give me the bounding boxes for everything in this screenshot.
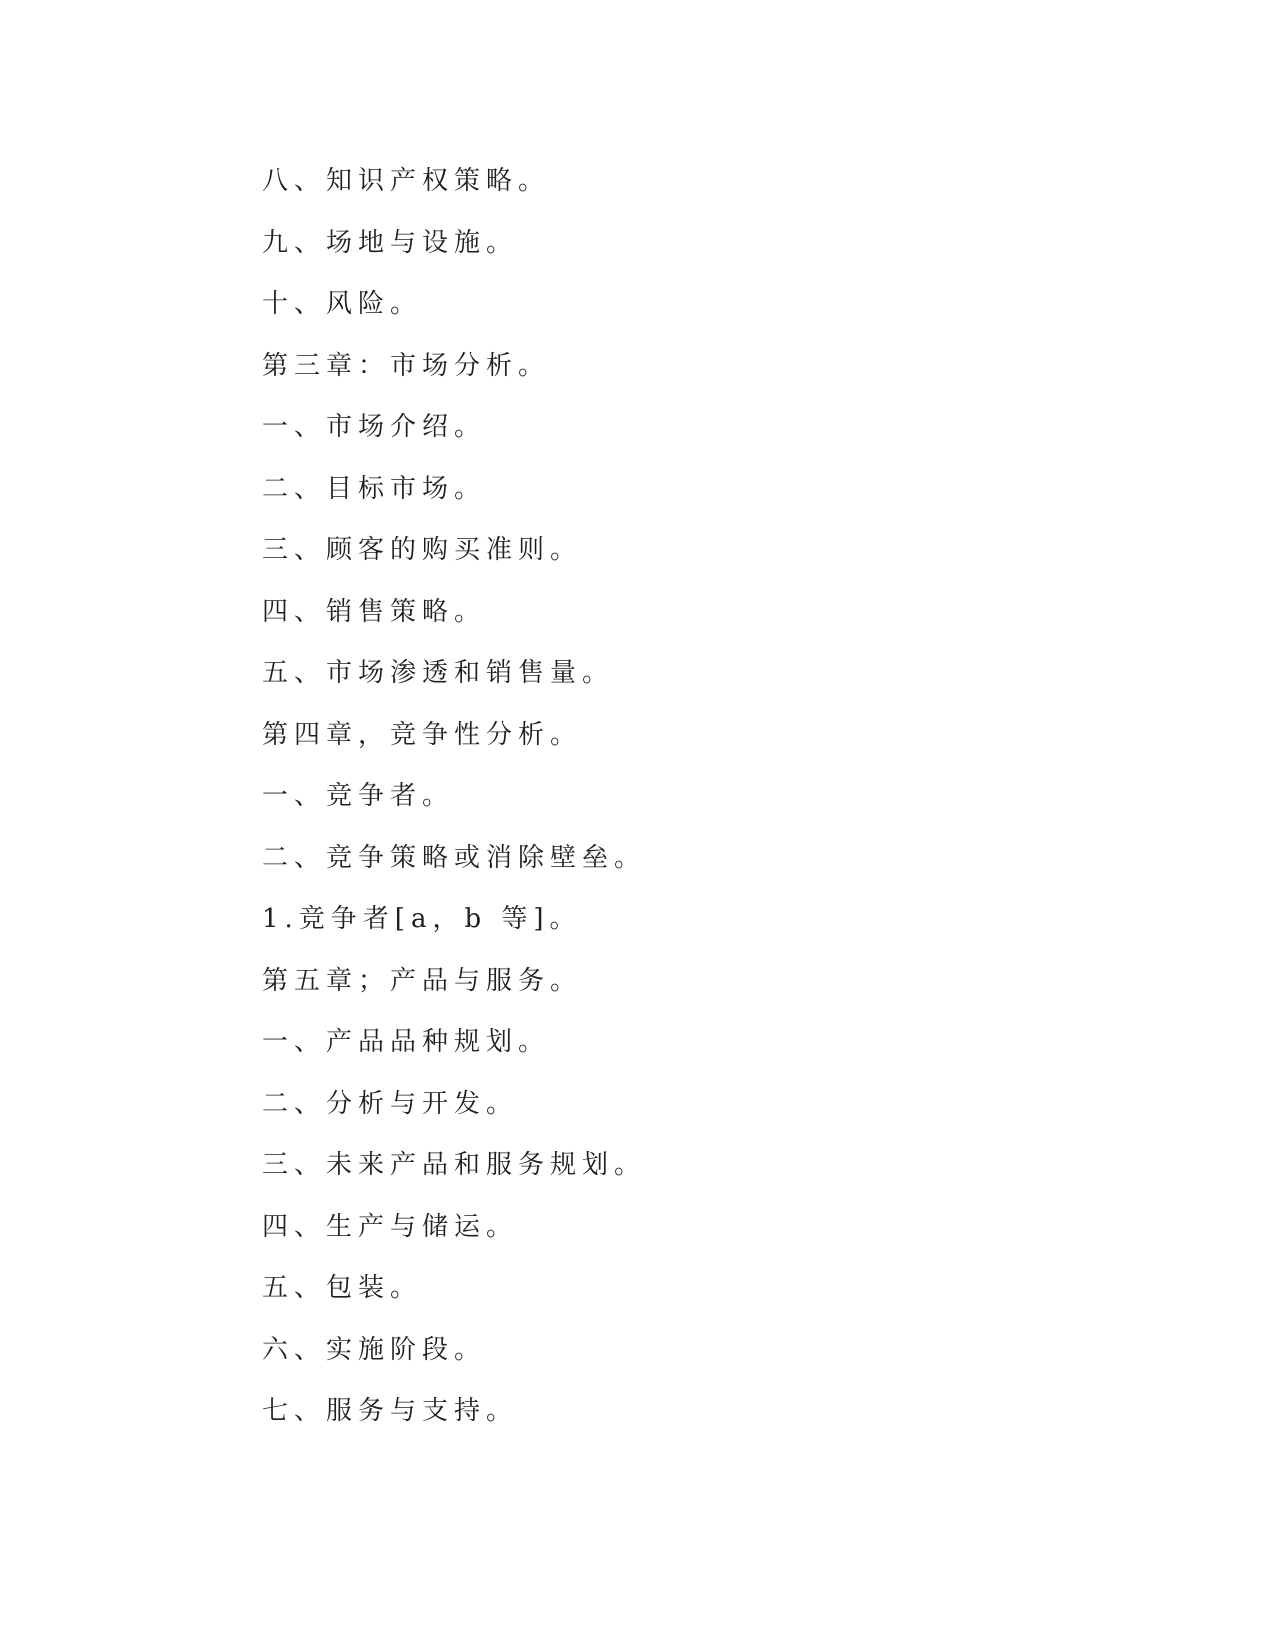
chapter-heading-competitive-analysis: 第四章，竞争性分析。 [262,719,583,750]
chapter-heading-market-analysis: 第三章：市场分析。 [262,350,551,381]
outline-item-risk: 十、风险。 [262,289,423,319]
outline-item-competitive-strategy: 二、竞争策略或消除壁垒。 [262,842,647,873]
outline-item-ip-strategy: 八、知识产权策略。 [262,166,551,196]
outline-item-target-market: 二、目标市场。 [262,473,487,504]
outline-item-service-support: 七、服务与支持。 [262,1396,519,1426]
outline-item-market-intro: 一、市场介绍。 [262,412,487,442]
chapter-heading-products-services: 第五章；产品与服务。 [262,965,583,996]
outline-subitem-competitors: 1.竞争者[a，b 等]。 [262,904,582,934]
outline-item-site-facilities: 九、场地与设施。 [262,227,519,258]
outline-item-implementation: 六、实施阶段。 [262,1334,487,1365]
outline-item-product-planning: 一、产品品种规划。 [262,1027,551,1057]
outline-item-competitors: 一、竞争者。 [262,781,455,811]
outline-item-analysis-development: 二、分析与开发。 [262,1088,519,1119]
outline-list [262,163,646,1455]
outline-item-future-planning: 三、未来产品和服务规划。 [262,1150,647,1180]
outline-item-purchase-criteria: 三、顾客的购买准则。 [262,535,583,565]
outline-item-production-logistics: 四、生产与储运。 [262,1211,519,1242]
outline-item-market-penetration: 五、市场渗透和销售量。 [262,658,615,688]
outline-item-packaging: 五、包装。 [262,1273,423,1303]
outline-item-sales-strategy: 四、销售策略。 [262,596,487,627]
